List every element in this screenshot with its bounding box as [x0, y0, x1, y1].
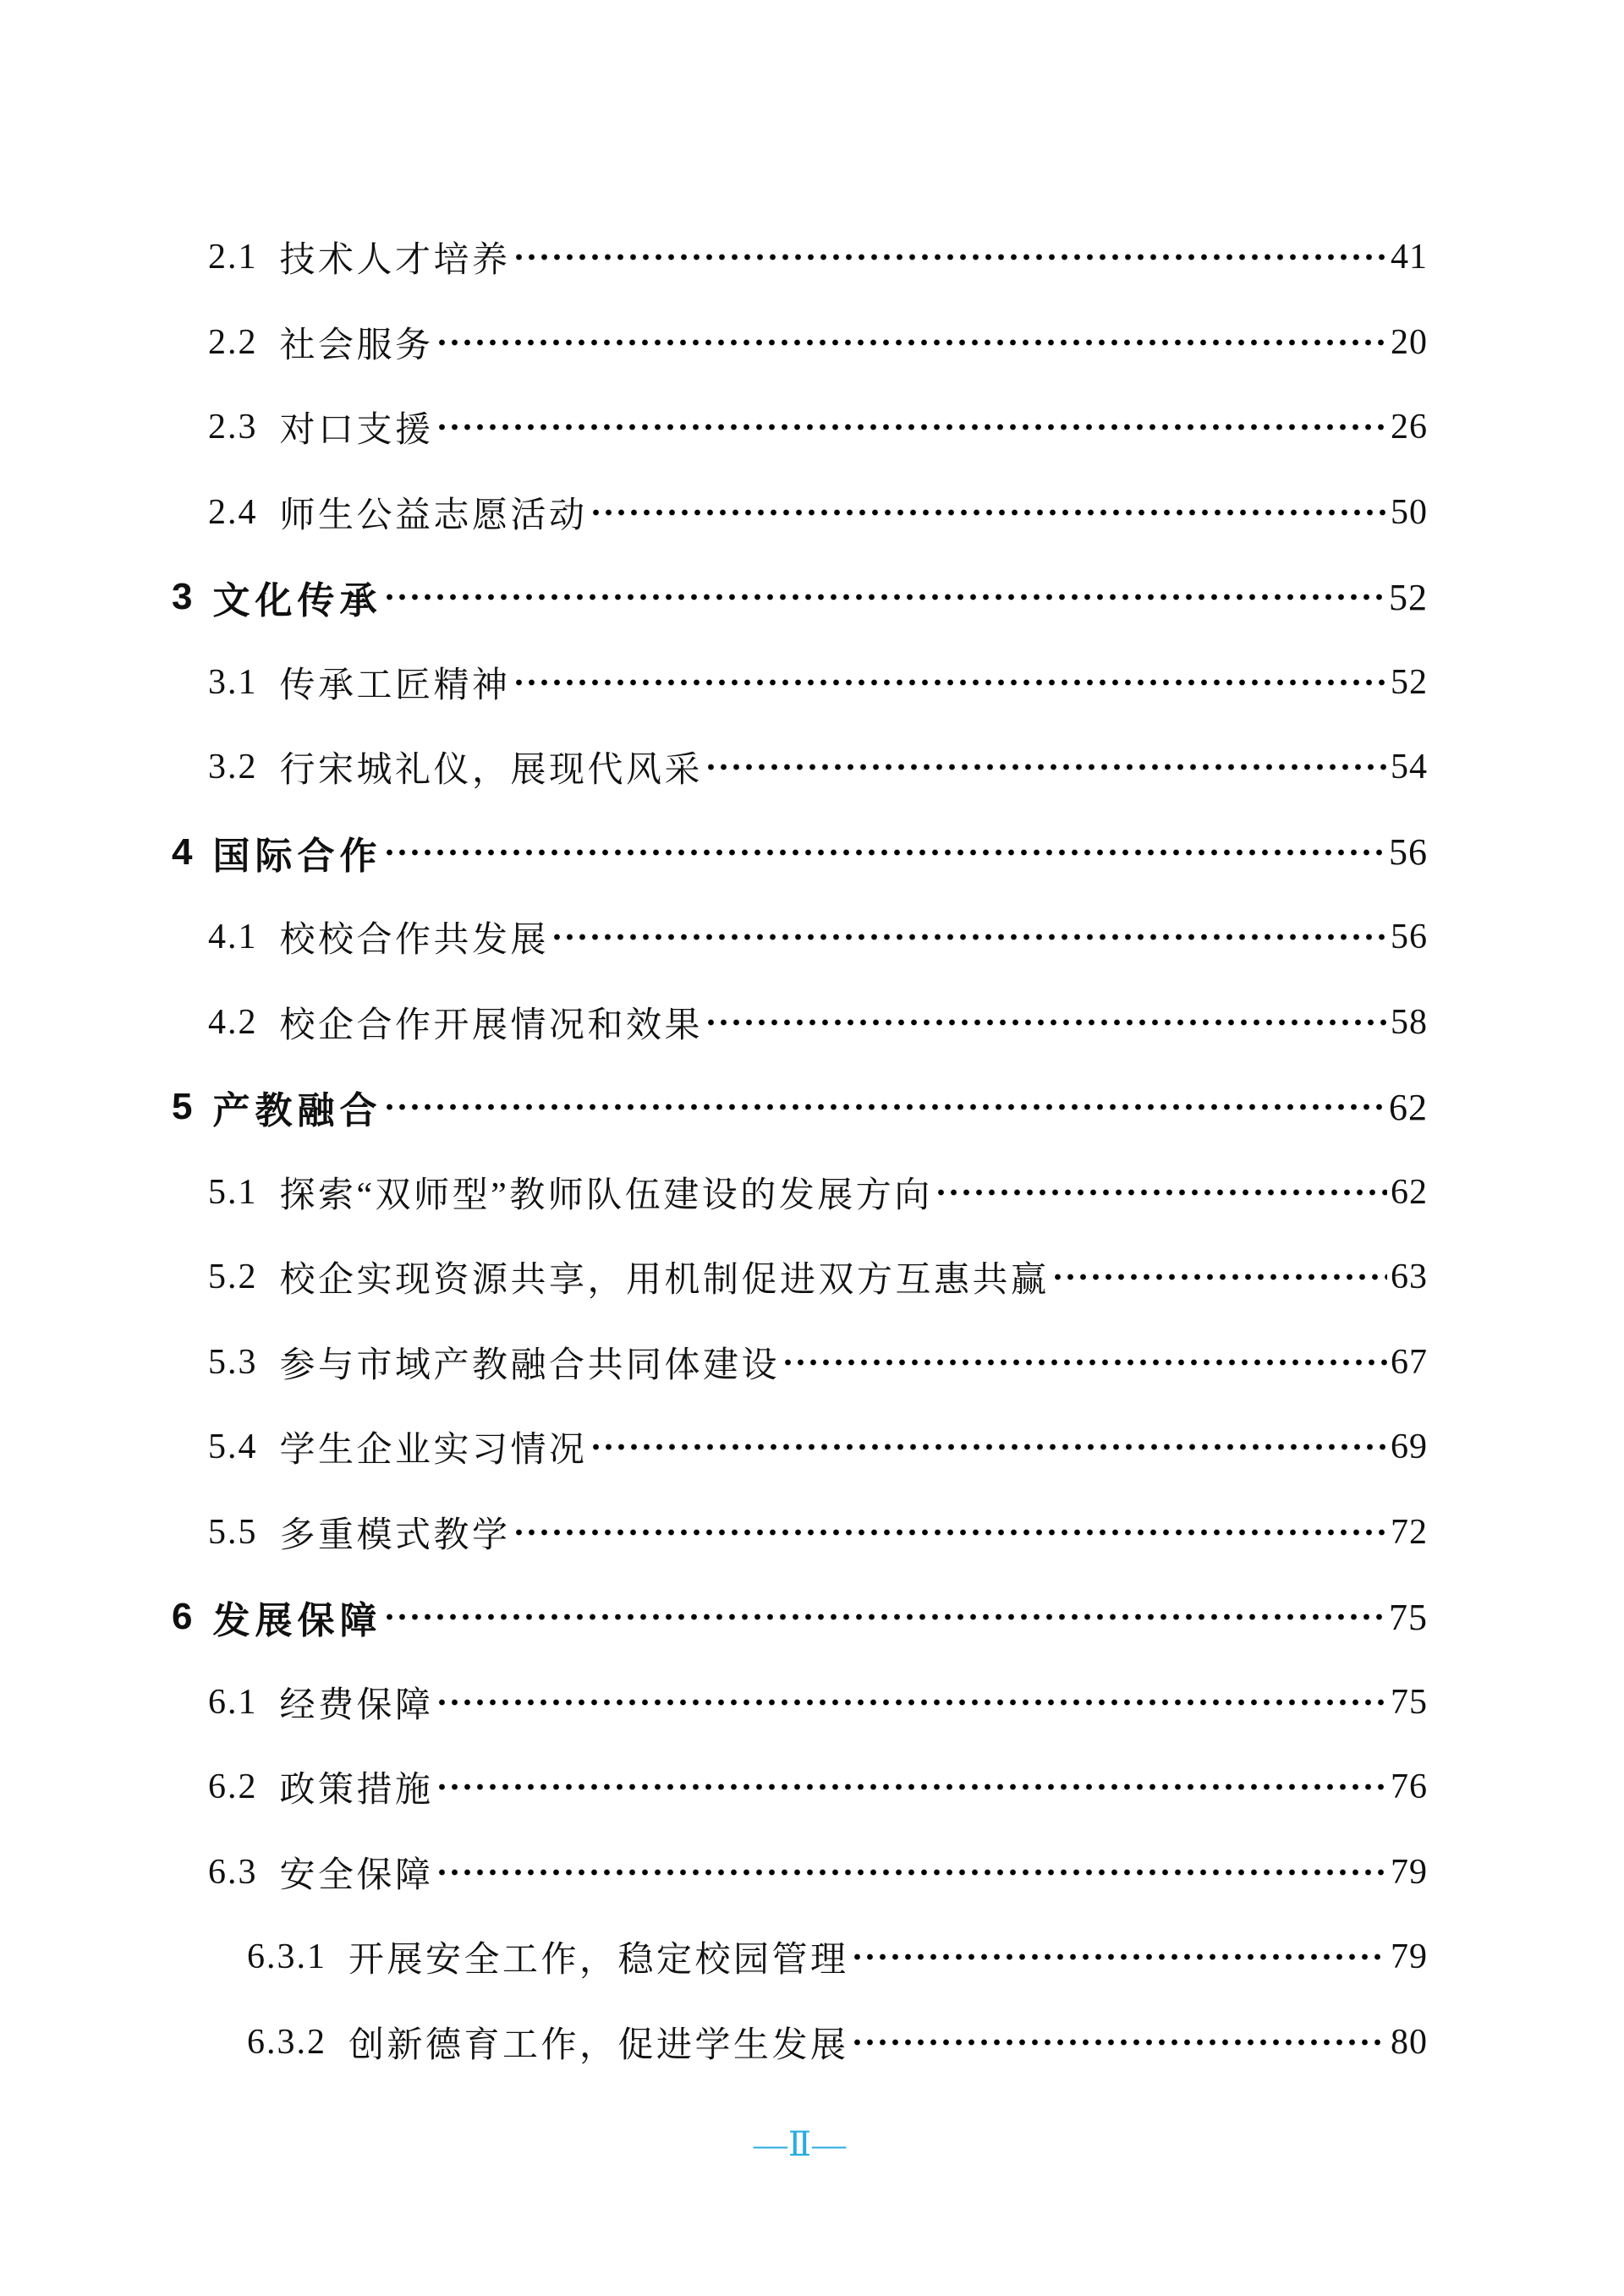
- toc-entry-title: 产教融合: [212, 1090, 382, 1132]
- toc-entry-title: 安全保障: [279, 1855, 434, 1895]
- toc-entry-number: 2.2: [208, 322, 258, 362]
- dotted-leader: [436, 1868, 1387, 1877]
- toc-entry-page: 62: [1391, 1172, 1428, 1212]
- toc-entry-number: 4.2: [208, 1002, 258, 1042]
- dotted-leader: [851, 1953, 1387, 1961]
- toc-entry-number: 6.3.2: [247, 2022, 326, 2062]
- toc-entry-page: 75: [1391, 1682, 1428, 1722]
- toc-entry-number: 3.1: [208, 662, 258, 702]
- toc-entry-title: 技术人才培养: [279, 241, 511, 281]
- toc-entry-number: 3.2: [208, 748, 258, 787]
- toc-entry-page: 63: [1391, 1258, 1428, 1297]
- toc-entry[interactable]: [0, 1320, 1428, 1406]
- toc-entry-page: 69: [1391, 1427, 1428, 1467]
- toc-entry-page: 79: [1391, 1937, 1428, 1977]
- toc-entry-title: 传承工匠精神: [279, 666, 511, 705]
- toc-entry-page: 75: [1389, 1596, 1428, 1638]
- toc-entry-number: 2.4: [208, 492, 258, 532]
- toc-entry[interactable]: [0, 1405, 1428, 1490]
- toc-entry-page: 20: [1391, 322, 1428, 362]
- toc-entry[interactable]: [0, 470, 1428, 556]
- dotted-leader: [551, 933, 1387, 941]
- toc-entry-number: 5.4: [208, 1427, 258, 1467]
- dotted-leader: [436, 338, 1387, 347]
- toc-entry[interactable]: [0, 1575, 1428, 1660]
- dotted-leader: [935, 1188, 1387, 1197]
- toc-entry-title: 校企实现资源共享，用机制促进双方互惠共赢: [279, 1261, 1050, 1301]
- toc-entry-title: 文化传承: [212, 580, 382, 622]
- toc-entry-page: 62: [1389, 1086, 1428, 1128]
- toc-entry-title: 政策措施: [279, 1771, 434, 1811]
- toc-entry[interactable]: [0, 215, 1428, 300]
- toc-entry-number: 6.3.1: [247, 1937, 326, 1977]
- toc-entry-title: 社会服务: [279, 326, 434, 365]
- toc-entry-page: 80: [1391, 2022, 1428, 2062]
- toc-entry[interactable]: [0, 300, 1428, 386]
- toc-entry-number: 4.1: [208, 918, 258, 957]
- dotted-leader: [851, 2038, 1387, 2047]
- toc-entry[interactable]: [0, 1915, 1428, 2000]
- dotted-leader: [436, 1698, 1387, 1707]
- dotted-leader: [1051, 1273, 1387, 1281]
- page-footer: [0, 2124, 1600, 2164]
- toc-entry-page: 26: [1391, 408, 1428, 447]
- toc-entry-page: 56: [1391, 918, 1428, 957]
- toc-entry-page: 58: [1391, 1002, 1428, 1042]
- toc-entry[interactable]: [0, 1830, 1428, 1915]
- toc-entry-title: 学生企业实习情况: [279, 1431, 588, 1471]
- toc-entry[interactable]: [0, 895, 1428, 980]
- toc-entry-number: 5.2: [208, 1258, 258, 1297]
- dotted-leader: [383, 1613, 1385, 1621]
- toc-entry-title: 参与市域产教融合共同体建设: [279, 1345, 781, 1385]
- toc-entry-title: 师生公益志愿活动: [279, 496, 588, 535]
- toc-entry[interactable]: [0, 1660, 1428, 1745]
- footer-page-number: —Ⅱ—: [753, 2125, 848, 2163]
- toc-entry-number: 6.1: [208, 1682, 258, 1722]
- toc-entry-page: 52: [1391, 662, 1428, 702]
- toc-entry-page: 67: [1391, 1342, 1428, 1382]
- toc-entry[interactable]: [0, 2000, 1428, 2085]
- toc-entry[interactable]: [0, 1065, 1428, 1150]
- dotted-leader: [590, 508, 1387, 517]
- toc-entry[interactable]: [0, 1745, 1428, 1830]
- dotted-leader: [705, 763, 1387, 771]
- toc-entry-page: 54: [1391, 748, 1428, 787]
- toc-entry-title: 行宋城礼仪，展现代风采: [279, 751, 704, 791]
- dotted-leader: [782, 1358, 1387, 1367]
- toc-entry-page: 79: [1391, 1852, 1428, 1892]
- toc-entry[interactable]: [0, 1490, 1428, 1575]
- toc-entry-title: 发展保障: [212, 1600, 382, 1642]
- dotted-leader: [436, 1783, 1387, 1791]
- toc-entry-number: 6.2: [208, 1767, 258, 1807]
- dotted-leader: [383, 593, 1385, 601]
- toc-entry-title: 校企合作开展情况和效果: [279, 1006, 704, 1045]
- dotted-leader: [513, 253, 1387, 261]
- toc-entry[interactable]: [0, 1150, 1428, 1236]
- toc-entry[interactable]: [0, 555, 1428, 640]
- toc-entry-title: 校校合作共发展: [279, 921, 550, 961]
- toc-entry[interactable]: [0, 810, 1428, 896]
- toc-entry-title: 创新德育工作，促进学生发展: [348, 2025, 849, 2065]
- toc-entry-number: 2.3: [208, 408, 258, 447]
- toc-entry-title: 对口支援: [279, 411, 434, 451]
- toc-entry[interactable]: [0, 980, 1428, 1066]
- dotted-leader: [513, 1528, 1387, 1537]
- dotted-leader: [590, 1443, 1387, 1451]
- toc-entry-number: 5: [172, 1086, 195, 1128]
- toc-entry-number: 5.1: [208, 1172, 258, 1212]
- toc-entry-number: 3: [172, 576, 195, 618]
- toc-entry-page: 52: [1389, 576, 1428, 618]
- toc-entry[interactable]: [0, 640, 1428, 726]
- toc-entry-title: 开展安全工作，稳定校园管理: [348, 1941, 849, 1981]
- toc-entry-title: 国际合作: [212, 835, 382, 877]
- toc-entry-number: 4: [172, 830, 195, 873]
- toc-entry-number: 5.5: [208, 1512, 258, 1552]
- toc-entry[interactable]: [0, 385, 1428, 470]
- toc-entry[interactable]: [0, 1235, 1428, 1320]
- toc-entry-title: 探索“双师型”教师队伍建设的发展方向: [279, 1175, 933, 1215]
- dotted-leader: [383, 848, 1385, 857]
- toc-list: [0, 215, 1428, 2085]
- toc-entry-title: 经费保障: [279, 1685, 434, 1725]
- toc-entry-title: 多重模式教学: [279, 1515, 511, 1555]
- toc-entry-number: 5.3: [208, 1342, 258, 1382]
- toc-entry-page: 72: [1391, 1512, 1428, 1552]
- toc-entry-number: 6: [172, 1596, 195, 1638]
- toc-entry-number: 6.3: [208, 1852, 258, 1892]
- toc-entry-page: 50: [1391, 492, 1428, 532]
- dotted-leader: [436, 423, 1387, 431]
- toc-entry-page: 56: [1389, 831, 1428, 874]
- dotted-leader: [513, 678, 1387, 687]
- toc-entry-number: 2.1: [208, 238, 258, 277]
- toc-entry-page: 76: [1391, 1767, 1428, 1807]
- toc-entry[interactable]: [0, 725, 1428, 810]
- toc-entry-page: 41: [1391, 238, 1428, 277]
- dotted-leader: [383, 1103, 1385, 1111]
- dotted-leader: [705, 1018, 1387, 1027]
